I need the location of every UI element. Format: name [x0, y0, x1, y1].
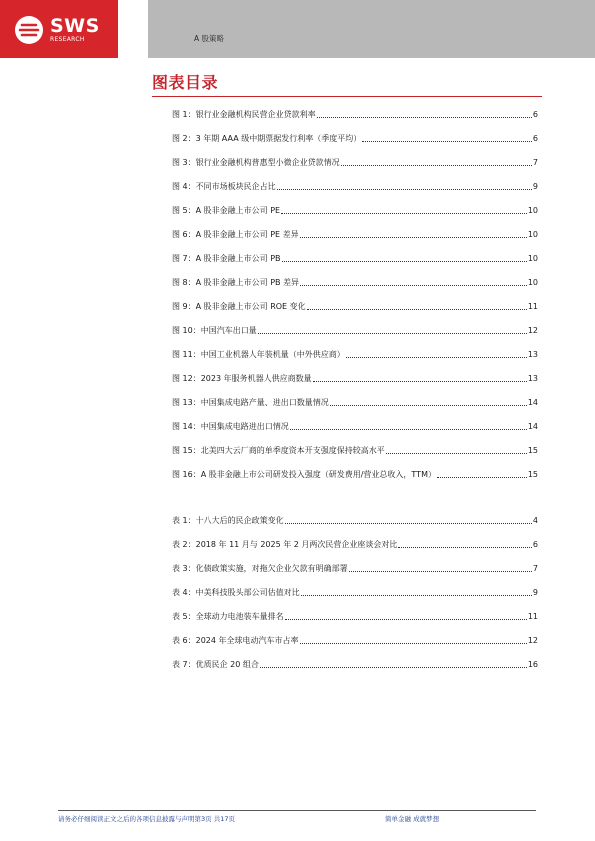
toc-entry[interactable]: [172, 371, 538, 385]
toc-entry-label: 图 15：北美四大云厂商的单季度资本开支强度保持较高水平: [172, 446, 385, 455]
toc-entry-page: 7: [532, 158, 538, 167]
toc-entry-page: 16: [527, 660, 538, 669]
toc-entry-page: 15: [527, 470, 538, 479]
dot-leader: [285, 619, 527, 620]
toc-entry-label: 图 3：银行业金融机构普惠型小微企业贷款情况: [172, 158, 340, 167]
toc-entry[interactable]: [172, 251, 538, 265]
toc-entry[interactable]: [172, 395, 538, 409]
dot-leader: [281, 213, 527, 214]
footer-slogan: 简单金融 成就梦想: [385, 815, 440, 823]
toc-entry-label: 表 4：中美科技股头部公司估值对比: [172, 588, 300, 597]
dot-leader: [330, 405, 527, 406]
toc-entry[interactable]: [172, 657, 538, 671]
toc-entry[interactable]: [172, 609, 538, 623]
toc-entry[interactable]: [172, 203, 538, 217]
dot-leader: [341, 165, 532, 166]
toc-entry-page: 14: [527, 398, 538, 407]
dot-leader: [349, 571, 532, 572]
toc-entry-page: 15: [527, 446, 538, 455]
toc-entry-label: 表 1：十八大后的民企政策变化: [172, 516, 284, 525]
toc-entry-page: 4: [532, 516, 538, 525]
toc-entry-label: 图 5：A 股非金融上市公司 PE: [172, 206, 281, 215]
brand-header-block: [0, 0, 118, 58]
toc-entry[interactable]: [172, 467, 538, 481]
dot-leader: [398, 547, 531, 548]
toc-entry-label: 图 13：中国集成电路产量、进出口数量情况: [172, 398, 329, 407]
dot-leader: [317, 117, 532, 118]
toc-entry-page: 10: [527, 278, 538, 287]
toc-entry-label: 表 3：化债政策实施，对拖欠企业欠款有明确部署: [172, 564, 348, 573]
toc-entry-page: 6: [532, 134, 538, 143]
toc-entry-label: 图 12：2023 年服务机器人供应商数量: [172, 374, 312, 383]
toc-entry[interactable]: [172, 443, 538, 457]
toc-entry-label: 图 16：A 股非金融上市公司研发投入强度（研发费用/营业总收入，TTM）: [172, 470, 436, 479]
toc-title-divider: [152, 96, 542, 97]
dot-leader: [313, 381, 527, 382]
dot-leader: [300, 285, 527, 286]
dot-leader: [260, 667, 527, 668]
toc-entry-label: 图 6：A 股非金融上市公司 PE 差异: [172, 230, 299, 239]
toc-entry[interactable]: [172, 155, 538, 169]
toc-entry-label: 图 7：A 股非金融上市公司 PB: [172, 254, 281, 263]
dot-leader: [277, 189, 532, 190]
toc-entry-page: 11: [527, 612, 538, 621]
toc-entry[interactable]: [172, 633, 538, 647]
toc-entry[interactable]: [172, 419, 538, 433]
dot-leader: [300, 643, 527, 644]
toc-entry[interactable]: [172, 179, 538, 193]
toc-entry-page: 13: [527, 374, 538, 383]
toc-entry-page: 6: [532, 540, 538, 549]
toc-entry-page: 12: [527, 326, 538, 335]
toc-entry[interactable]: [172, 227, 538, 241]
dot-leader: [290, 429, 527, 430]
toc-entry-page: 13: [527, 350, 538, 359]
dot-leader: [362, 141, 532, 142]
dot-leader: [346, 357, 527, 358]
toc-entry[interactable]: [172, 561, 538, 575]
dot-leader: [300, 237, 527, 238]
section-tag: A 股策略: [194, 34, 225, 43]
dot-leader: [307, 309, 527, 310]
toc-entry[interactable]: [172, 347, 538, 361]
toc-entry-label: 表 5：全球动力电池装车量排名: [172, 612, 284, 621]
toc-entry-page: 11: [527, 302, 538, 311]
toc-entry-page: 10: [527, 206, 538, 215]
toc-entry-page: 7: [532, 564, 538, 573]
toc-entry-label: 图 14：中国集成电路进出口情况: [172, 422, 289, 431]
toc-entry-label: 图 10：中国汽车出口量: [172, 326, 257, 335]
toc-entry-page: 14: [527, 422, 538, 431]
header-band: [148, 0, 595, 58]
dot-leader: [386, 453, 527, 454]
header-spacer: [118, 0, 148, 58]
toc-entry-label: 表 7：优质民企 20 组合: [172, 660, 259, 669]
toc-entry-page: 10: [527, 230, 538, 239]
footer-divider: [58, 810, 536, 811]
toc-title: 图表目录: [152, 73, 219, 92]
footer-disclaimer: 请务必仔细阅读正文之后的各项信息披露与声明第3页 共17页: [58, 815, 235, 823]
toc-entry-label: 图 1：银行业金融机构民营企业贷款利率: [172, 110, 316, 119]
toc-entry-label: 图 8：A 股非金融上市公司 PB 差异: [172, 278, 300, 287]
toc-entry-label: 图 9：A 股非金融上市公司 ROE 变化: [172, 302, 306, 311]
toc-entry-page: 9: [532, 182, 538, 191]
toc-entry[interactable]: [172, 299, 538, 313]
toc-entry[interactable]: [172, 275, 538, 289]
toc-entry-page: 12: [527, 636, 538, 645]
dot-leader: [285, 523, 532, 524]
toc-entry-label: 图 2：3 年期 AAA 级中期票据发行利率（季度平均）: [172, 134, 362, 143]
toc-entry-page: 10: [527, 254, 538, 263]
toc-entry[interactable]: [172, 131, 538, 145]
dot-leader: [258, 333, 527, 334]
sws-logo-icon: [14, 15, 44, 45]
toc-entry-page: 9: [532, 588, 538, 597]
toc-entry[interactable]: [172, 323, 538, 337]
toc-entry-label: 表 2：2018 年 11 月与 2025 年 2 月两次民营企业座谈会对比: [172, 540, 398, 549]
dot-leader: [437, 477, 527, 478]
toc-entry[interactable]: [172, 107, 538, 121]
toc-entry[interactable]: [172, 585, 538, 599]
toc-entry-page: 6: [532, 110, 538, 119]
toc-entry[interactable]: [172, 513, 538, 527]
toc-entry-label: 图 4：不同市场板块民企占比: [172, 182, 276, 191]
dot-leader: [282, 261, 527, 262]
toc-entry-label: 表 6：2024 年全球电动汽车市占率: [172, 636, 299, 645]
toc-entry[interactable]: [172, 537, 538, 551]
brand-name: SWS: [50, 15, 100, 37]
brand-subtitle: RESEARCH: [50, 36, 85, 43]
toc-entry-label: 图 11：中国工业机器人年装机量（中外供应商）: [172, 350, 345, 359]
dot-leader: [301, 595, 532, 596]
